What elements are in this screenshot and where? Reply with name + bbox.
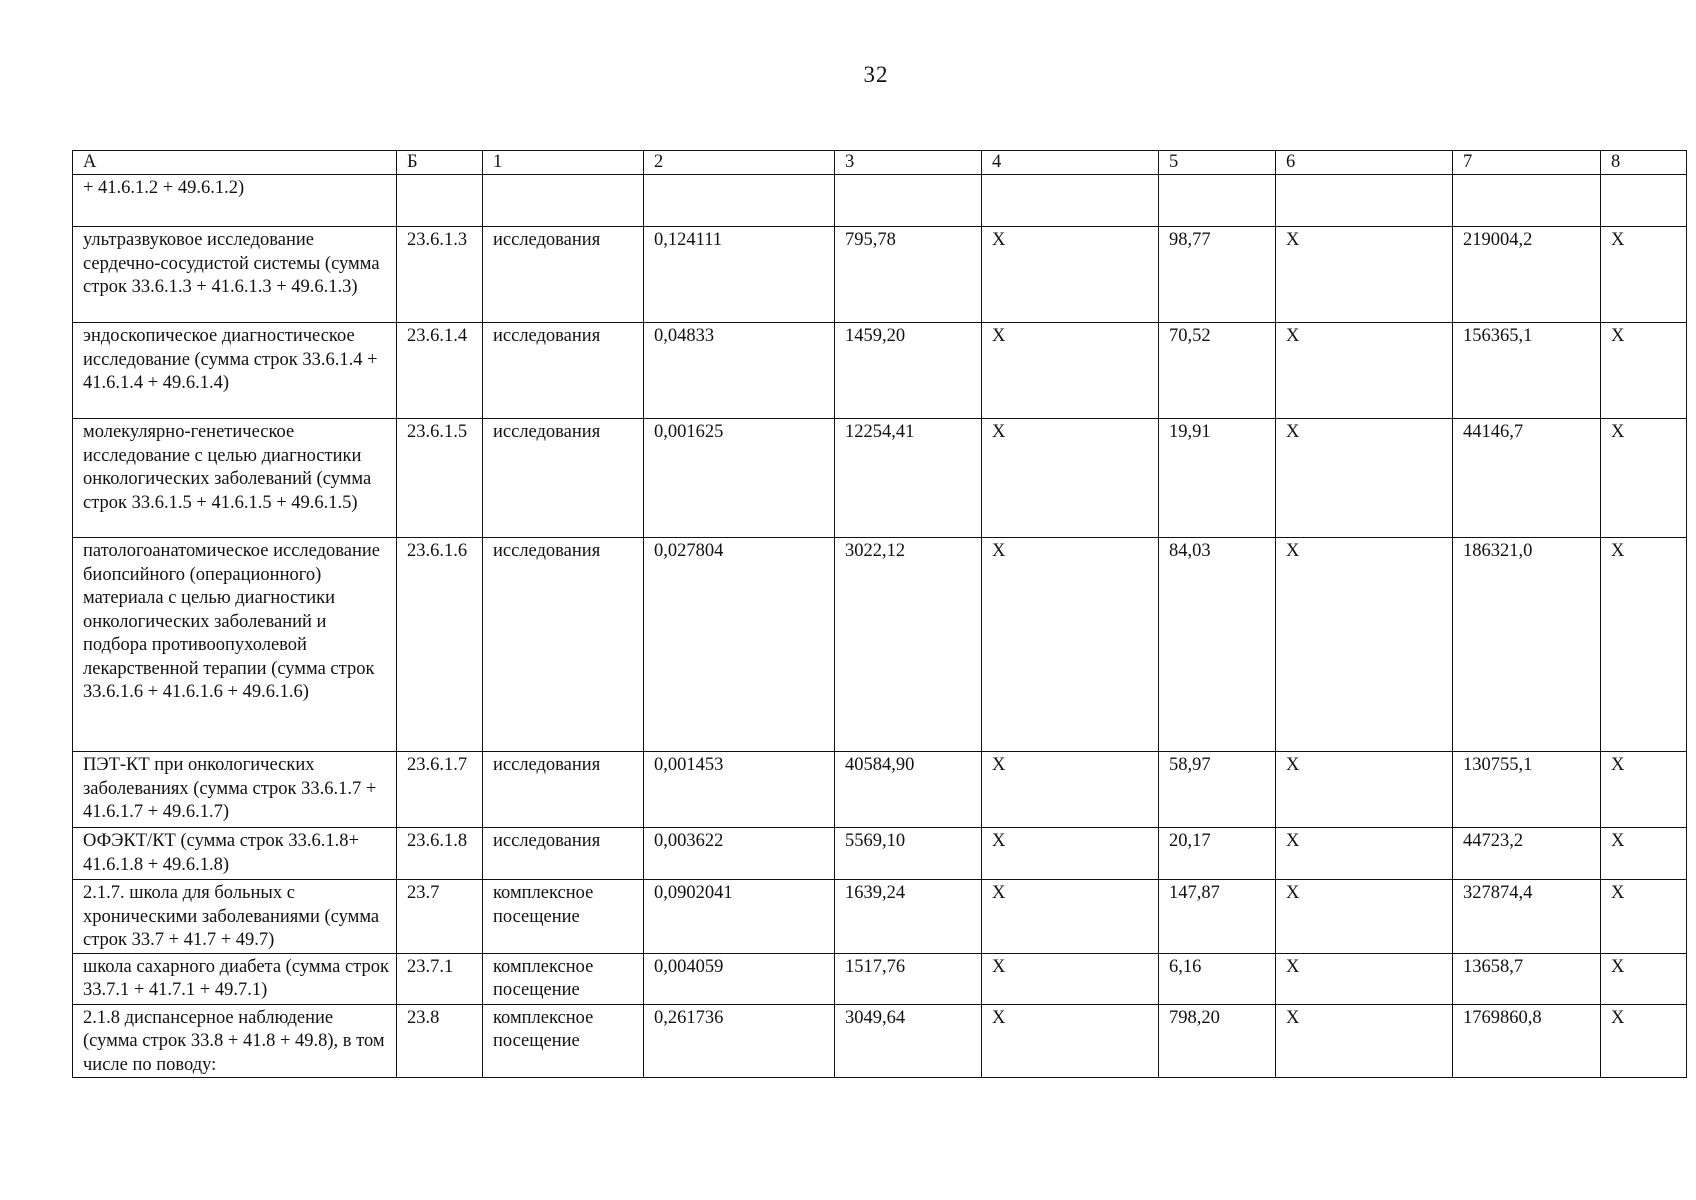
unit-cell: комплексное посещение	[483, 880, 644, 954]
value-cell: X	[1276, 538, 1453, 752]
value-cell: 798,20	[1159, 1004, 1276, 1078]
value-cell: 40584,90	[835, 752, 982, 828]
row-name-cell: молекулярно-генетическое исследование с целью диагностики онкологических заболеваний (сумма строк 33.6.1.5 + 41.6.1.5 + 49.6.1.5)	[73, 419, 397, 538]
table-row	[73, 1004, 1687, 1078]
value-cell	[1276, 175, 1453, 227]
value-cell: 156365,1	[1453, 323, 1601, 419]
unit-cell: комплексное посещение	[483, 953, 644, 1004]
column-header: Б	[397, 151, 483, 175]
value-cell: X	[982, 1004, 1159, 1078]
unit-cell: исследования	[483, 752, 644, 828]
value-cell: 98,77	[1159, 227, 1276, 323]
column-header: 4	[982, 151, 1159, 175]
table-row	[73, 538, 1687, 752]
value-cell: X	[982, 828, 1159, 880]
row-name-cell: эндоскопическое диагностическое исследование (сумма строк 33.6.1.4 + 41.6.1.4 + 49.6.1.4)	[73, 323, 397, 419]
value-cell: X	[1601, 323, 1687, 419]
table-row	[73, 828, 1687, 880]
value-cell: X	[1601, 953, 1687, 1004]
value-cell: X	[1601, 538, 1687, 752]
row-code-cell: 23.6.1.6	[397, 538, 483, 752]
unit-cell	[483, 175, 644, 227]
table-row	[73, 953, 1687, 1004]
value-cell: 0,003622	[644, 828, 835, 880]
value-cell: 327874,4	[1453, 880, 1601, 954]
table-row	[73, 752, 1687, 828]
row-name-cell: школа сахарного диабета (сумма строк 33.7.1 + 41.7.1 + 49.7.1)	[73, 953, 397, 1004]
unit-cell: исследования	[483, 419, 644, 538]
value-cell: 130755,1	[1453, 752, 1601, 828]
value-cell: X	[1276, 953, 1453, 1004]
row-code-cell	[397, 175, 483, 227]
value-cell: X	[1276, 1004, 1453, 1078]
value-cell: 44723,2	[1453, 828, 1601, 880]
row-name-cell: ОФЭКТ/КТ (сумма строк 33.6.1.8+ 41.6.1.8 + 49.6.1.8)	[73, 828, 397, 880]
value-cell: 12254,41	[835, 419, 982, 538]
table-row	[73, 227, 1687, 323]
column-header: 8	[1601, 151, 1687, 175]
value-cell	[1453, 175, 1601, 227]
value-cell: 147,87	[1159, 880, 1276, 954]
value-cell: 44146,7	[1453, 419, 1601, 538]
row-code-cell: 23.8	[397, 1004, 483, 1078]
value-cell: 5569,10	[835, 828, 982, 880]
row-code-cell: 23.7	[397, 880, 483, 954]
value-cell	[982, 175, 1159, 227]
value-cell: 0,04833	[644, 323, 835, 419]
column-header: 1	[483, 151, 644, 175]
value-cell: 186321,0	[1453, 538, 1601, 752]
value-cell	[835, 175, 982, 227]
table-row	[73, 880, 1687, 954]
value-cell: 0,027804	[644, 538, 835, 752]
value-cell: 3049,64	[835, 1004, 982, 1078]
row-name-cell: ультразвуковое исследование сердечно-сосудистой системы (сумма строк 33.6.1.3 + 41.6.1.3 + 49.6.1.3)	[73, 227, 397, 323]
value-cell: 1459,20	[835, 323, 982, 419]
value-cell: X	[1276, 752, 1453, 828]
row-code-cell: 23.6.1.3	[397, 227, 483, 323]
value-cell: X	[982, 323, 1159, 419]
value-cell: X	[1276, 880, 1453, 954]
value-cell: X	[1601, 828, 1687, 880]
value-cell: 219004,2	[1453, 227, 1601, 323]
value-cell: 0,261736	[644, 1004, 835, 1078]
row-name-cell: патологоанатомическое исследование биопсийного (операционного) материала с целью диагностики онкологических заболеваний и подбора противоопухолевой лекарственной терапии (сумма строк 33.6.1.6 + 41.6.1.6 + 49.6.1.6)	[73, 538, 397, 752]
value-cell: X	[1276, 419, 1453, 538]
value-cell: 1517,76	[835, 953, 982, 1004]
value-cell: X	[1601, 752, 1687, 828]
value-cell: 0,001453	[644, 752, 835, 828]
value-cell: 84,03	[1159, 538, 1276, 752]
value-cell: 0,124111	[644, 227, 835, 323]
unit-cell: исследования	[483, 828, 644, 880]
row-name-cell: 2.1.8 диспансерное наблюдение (сумма строк 33.8 + 41.8 + 49.8), в том числе по поводу:	[73, 1004, 397, 1078]
row-name-cell: 2.1.7. школа для больных с хроническими заболеваниями (сумма строк 33.7 + 41.7 + 49.7)	[73, 880, 397, 954]
column-header: А	[73, 151, 397, 175]
table-row	[73, 419, 1687, 538]
value-cell: X	[982, 227, 1159, 323]
column-header: 2	[644, 151, 835, 175]
row-code-cell: 23.6.1.7	[397, 752, 483, 828]
value-cell: 70,52	[1159, 323, 1276, 419]
value-cell: 58,97	[1159, 752, 1276, 828]
value-cell: X	[1276, 828, 1453, 880]
row-name-cell: + 41.6.1.2 + 49.6.1.2)	[73, 175, 397, 227]
value-cell: X	[982, 880, 1159, 954]
row-code-cell: 23.6.1.8	[397, 828, 483, 880]
unit-cell: исследования	[483, 323, 644, 419]
value-cell: 6,16	[1159, 953, 1276, 1004]
value-cell: 795,78	[835, 227, 982, 323]
value-cell: X	[1276, 227, 1453, 323]
value-cell: 3022,12	[835, 538, 982, 752]
value-cell: X	[1601, 419, 1687, 538]
column-header: 5	[1159, 151, 1276, 175]
row-code-cell: 23.6.1.4	[397, 323, 483, 419]
value-cell: X	[982, 953, 1159, 1004]
row-code-cell: 23.6.1.5	[397, 419, 483, 538]
value-cell: 0,0902041	[644, 880, 835, 954]
unit-cell: исследования	[483, 227, 644, 323]
value-cell: X	[1276, 323, 1453, 419]
value-cell	[1159, 175, 1276, 227]
value-cell: X	[1601, 227, 1687, 323]
unit-cell: комплексное посещение	[483, 1004, 644, 1078]
data-table	[72, 150, 1687, 1078]
column-header: 7	[1453, 151, 1601, 175]
page-number: 32	[863, 62, 889, 87]
unit-cell: исследования	[483, 538, 644, 752]
value-cell: X	[1601, 880, 1687, 954]
value-cell	[644, 175, 835, 227]
table-row	[73, 323, 1687, 419]
value-cell: X	[982, 419, 1159, 538]
value-cell: 20,17	[1159, 828, 1276, 880]
table-header-row	[73, 151, 1687, 175]
value-cell: 13658,7	[1453, 953, 1601, 1004]
value-cell: X	[982, 538, 1159, 752]
value-cell	[1601, 175, 1687, 227]
value-cell: X	[982, 752, 1159, 828]
value-cell: 1639,24	[835, 880, 982, 954]
column-header: 3	[835, 151, 982, 175]
row-name-cell: ПЭТ-КТ при онкологических заболеваниях (сумма строк 33.6.1.7 + 41.6.1.7 + 49.6.1.7)	[73, 752, 397, 828]
value-cell: 1769860,8	[1453, 1004, 1601, 1078]
value-cell: 0,001625	[644, 419, 835, 538]
table-row	[73, 175, 1687, 227]
column-header: 6	[1276, 151, 1453, 175]
row-code-cell: 23.7.1	[397, 953, 483, 1004]
value-cell: 19,91	[1159, 419, 1276, 538]
value-cell: X	[1601, 1004, 1687, 1078]
value-cell: 0,004059	[644, 953, 835, 1004]
